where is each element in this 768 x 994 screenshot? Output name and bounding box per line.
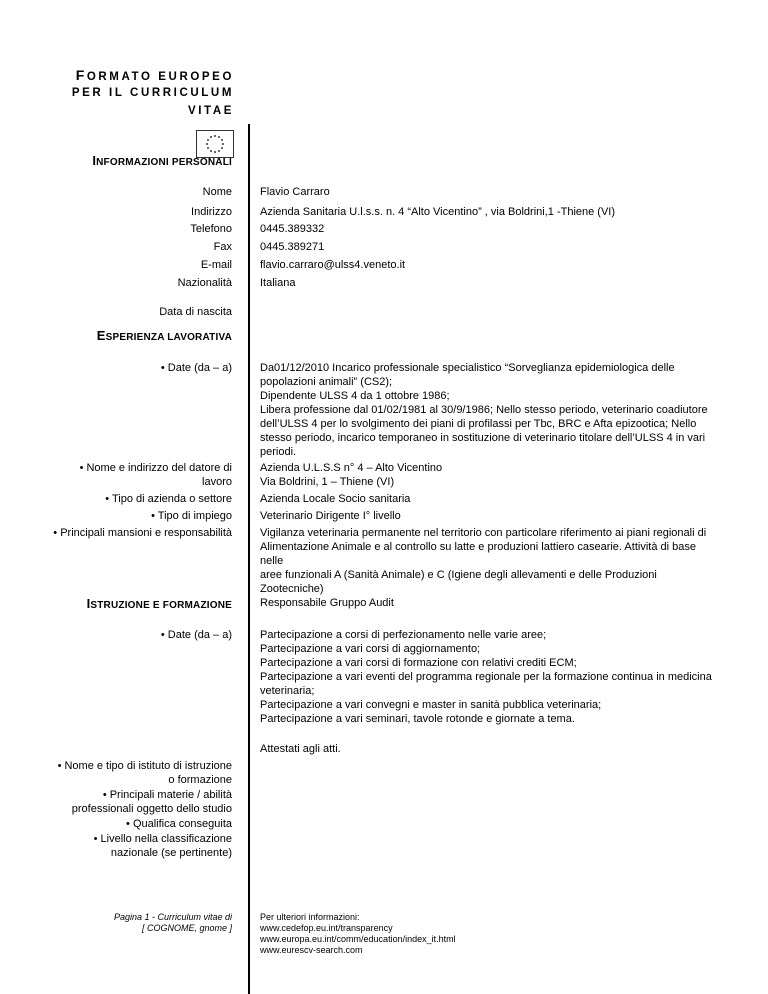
indirizzo-label: Indirizzo <box>191 206 232 218</box>
email-label: E-mail <box>200 259 232 271</box>
istituto-label-line2: o formazione <box>168 774 232 786</box>
footer-info-line: www.eurescv-search.com <box>260 945 363 955</box>
fax-label: Fax <box>213 241 232 253</box>
edu-text <box>260 628 720 726</box>
edu-line: veterinaria; <box>260 685 315 697</box>
employer-name: Azienda U.L.S.S n° 4 – Alto Vicentino <box>260 462 443 474</box>
tipo-azienda-label: • Tipo di azienda o settore <box>105 493 232 505</box>
edu-line: Partecipazione a corsi di perfezionamento nelle varie aree; <box>260 629 547 641</box>
employer-address: Via Boldrini, 1 – Thiene (VI) <box>260 476 395 488</box>
section-personal-info: INFORMAZIONI PERSONALI <box>92 153 232 168</box>
livello-label-line1: • Livello nella classificazione <box>93 833 232 845</box>
section-work-experience: ESPERIENZA LAVORATIVA <box>96 328 232 343</box>
footer-info-line: www.cedefop.eu.int/transparency <box>260 923 393 933</box>
istituto-label-line1: • Nome e tipo di istituto di istruzione <box>57 760 232 772</box>
mansioni-line: Alimentazione Animale e al controllo su latte e produzioni lattiero casearie. Attività di base nelle <box>260 541 696 567</box>
nazionalita-value: Italiana <box>260 277 296 289</box>
footer-info <box>260 912 560 956</box>
materie-label-line1: • Principali materie / abilità <box>102 789 232 801</box>
work-date-line: popolazioni animali” (CS2); <box>260 376 393 388</box>
work-date-line: Dipendente ULSS 4 da 1 ottobre 1986; <box>260 390 450 402</box>
mansioni-line: Responsabile Gruppo Audit <box>260 597 394 609</box>
nome-label: Nome <box>202 186 232 198</box>
cv-title-line1: FORMATO EUROPEO <box>75 67 234 83</box>
cv-title-line3: VITAE <box>187 105 234 117</box>
livello-label-line2: nazionale (se pertinente) <box>110 847 232 859</box>
mansioni-line: aree funzionali A (Sanità Animale) e C (Igiene degli allevamenti e delle Produzioni Zootecniche) <box>260 569 657 595</box>
edu-line: Partecipazione a vari eventi del programma regionale per la formazione continua in medicina <box>260 671 712 683</box>
tipo-impiego-label: • Tipo di impiego <box>151 510 232 522</box>
telefono-label: Telefono <box>190 223 232 235</box>
edu-line: Partecipazione a vari corsi di formazione con relativi crediti ECM; <box>260 657 577 669</box>
nome-value: Flavio Carraro <box>260 186 330 198</box>
edu-line: Partecipazione a vari seminari, tavole rotonde e giornate a tema. <box>260 713 575 725</box>
mansioni-label: • Principali mansioni e responsabilità <box>53 527 232 539</box>
footer-page-line2: [ COGNOME, gnome ] <box>141 923 232 933</box>
mansioni-text <box>260 526 720 610</box>
work-date-line: Libera professione dal 01/02/1981 al 30/9/1986; Nello stesso periodo, veterinario coadiutore <box>260 404 708 416</box>
edu-date-label: • Date (da – a) <box>160 629 232 641</box>
qualifica-label: • Qualifica conseguita <box>126 818 232 830</box>
telefono-value: 0445.389332 <box>260 223 325 235</box>
work-date-label: • Date (da – a) <box>160 362 232 374</box>
indirizzo-value: Azienda Sanitaria U.l.s.s. n. 4 “Alto Vicentino” , via Boldrini,1 -Thiene (VI) <box>260 206 616 218</box>
employer-label-line2: lavoro <box>202 476 232 488</box>
footer-info-line: Per ulteriori informazioni: <box>260 912 360 922</box>
cv-title-line2: PER IL CURRICULUM <box>71 87 234 99</box>
work-date-text <box>260 361 720 459</box>
work-date-line: Da01/12/2010 Incarico professionale specialistico “Sorveglianza epidemiologica delle <box>260 362 675 374</box>
work-date-line: dell’ULSS 4 per lo svolgimento dei piani di profilassi per Tbc, BRC e Afta epizootica; Nello <box>260 418 697 430</box>
edu-line: Partecipazione a vari convegni e master in sanità pubblica veterinaria; <box>260 699 602 711</box>
edu-line: Partecipazione a vari corsi di aggiornamento; <box>260 643 481 655</box>
footer-page-line1: Pagina 1 - Curriculum vitae di <box>113 912 232 922</box>
column-divider <box>248 124 250 994</box>
mansioni-line: Vigilanza veterinaria permanente nel territorio con particolare riferimento ai piani regionali di <box>260 527 707 539</box>
employer-label-line1: • Nome e indirizzo del datore di <box>79 462 232 474</box>
work-date-line: periodi. <box>260 446 297 458</box>
work-date-line: stesso periodo, incarico temporaneo in sostituzione di veterinario titolare dell’ULSS 4 in vari <box>260 432 706 444</box>
fax-value: 0445.389271 <box>260 241 325 253</box>
section-education: ISTRUZIONE E FORMAZIONE <box>86 596 232 611</box>
tipo-impiego-value: Veterinario Dirigente I° livello <box>260 510 401 522</box>
email-value[interactable]: flavio.carraro@ulss4.veneto.it <box>260 259 406 271</box>
footer-info-line: www.europa.eu.int/comm/education/index_it.html <box>260 934 456 944</box>
materie-label-line2: professionali oggetto dello studio <box>71 803 232 815</box>
tipo-azienda-value: Azienda Locale Socio sanitaria <box>260 493 411 505</box>
nazionalita-label: Nazionalità <box>177 277 232 289</box>
attestati-text: Attestati agli atti. <box>260 743 341 755</box>
data-nascita-label: Data di nascita <box>159 306 232 318</box>
